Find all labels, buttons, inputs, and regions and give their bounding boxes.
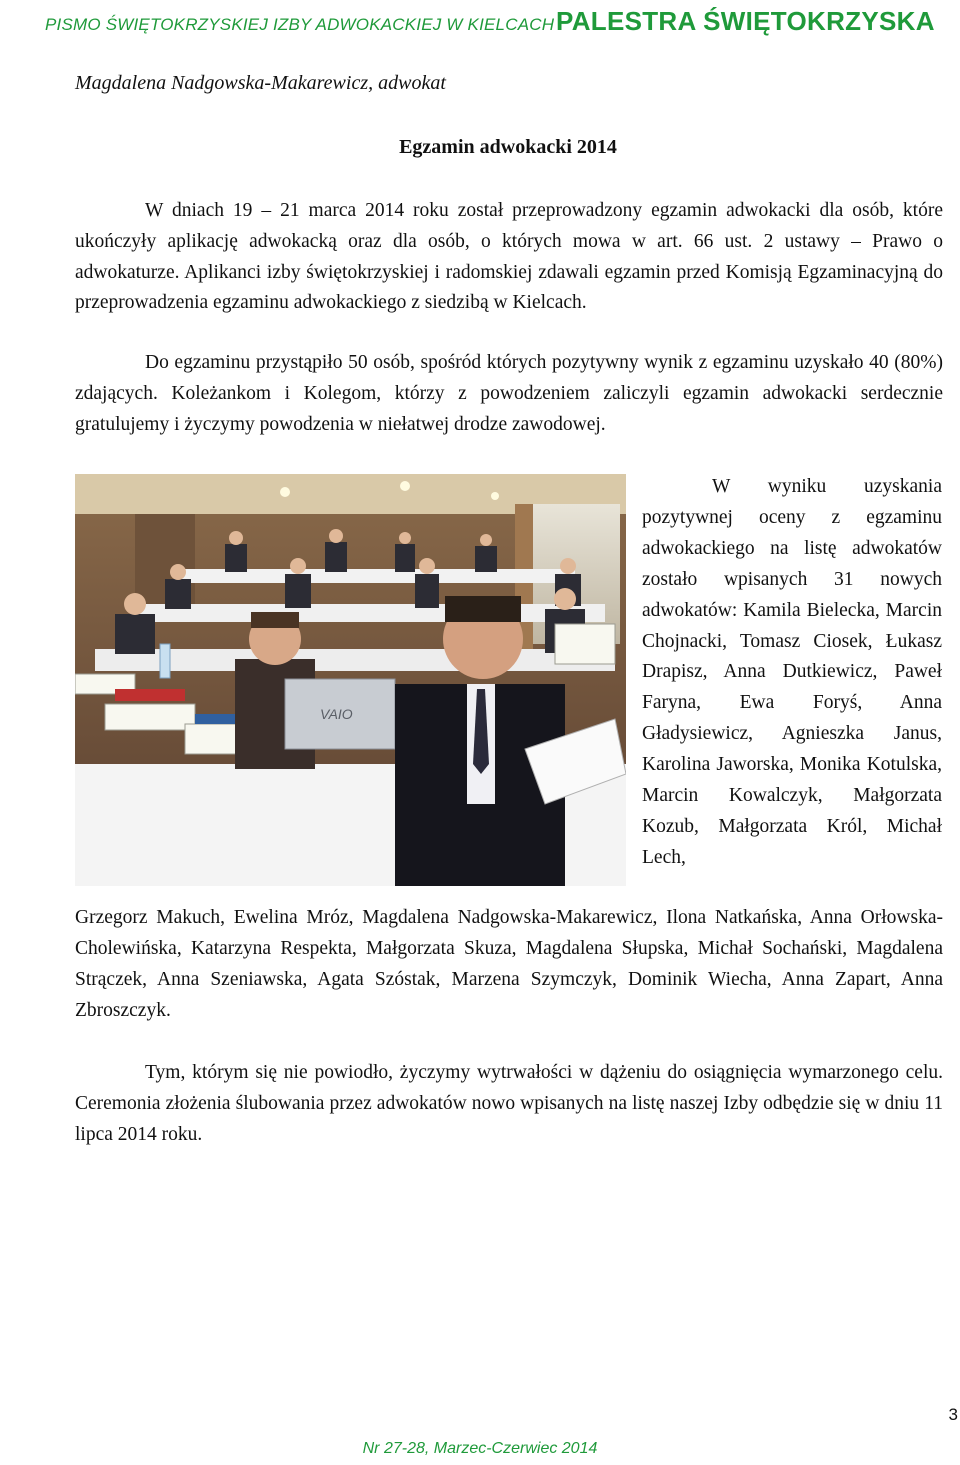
page-number: 3 [948,1405,958,1424]
issue-footer: Nr 27-28, Marzec-Czerwiec 2014 [362,1440,598,1457]
journal-title: PALESTRA ŚWIĘTOKRZYSKA [556,6,935,36]
journal-name: PISMO ŚWIĘTOKRZYSKIEJ IZBY ADWOKACKIEJ W KIELCACH [45,15,555,34]
paragraph-3-side [642,472,942,874]
article-title: Egzamin adwokacki 2014 [399,136,617,158]
paragraph-3-continued [75,903,943,1027]
paragraph-2-text: Do egzaminu przystąpiło 50 osób, spośród których pozytywny wynik z egzaminu uzyskało 40 (80%) zdających. Koleżankom i Kolegom, którzy z powodzeniem zaliczyli egzamin adwokacki serdecznie gratulujemy i życzymy powodzenia w niełatwej drodze zawodowej. [75,352,943,435]
paragraph-1 [75,196,943,319]
article-author: Magdalena Nadgowska-Makarewicz, adwokat [75,72,446,94]
paragraph-3-side-text: W wyniku uzyskania pozytywnej oceny z egzaminu adwokackiego na listę adwokatów zostało wpisanych 31 nowych adwokatów: Kamila Bielecka, Marcin Chojnacki, Tomasz Ciosek, Łukasz Drapisz, Anna Dutkiewicz, Paweł Faryna, Ewa Foryś, Anna Gładysiewicz, Agnieszka Janus, Karolina Jaworska, Monika Kotulska, Marcin Kowalczyk, Małgorzata Kozub, Małgorzata Król, Michał Lech, [642,476,942,868]
paragraph-2 [75,348,943,440]
page-header [0,0,960,46]
paragraph-1-text: W dniach 19 – 21 marca 2014 roku został przeprowadzony egzamin adwokacki dla osób, które ukończyły aplikację adwokacką oraz dla osób, o których mowa w art. 66 ust. 2 ustawy – Prawo o adwokaturze. Aplikanci izby świętokrzyskiej i radomskiej zdawali egzamin przed Komisją Egzaminacyjną do przeprowadzenia egzaminu adwokackiego z siedzibą w Kielcach. [75,200,943,314]
exam-hall-photo [75,474,626,886]
exam-hall-illustration [75,474,626,886]
paragraph-3-continued-text: Grzegorz Makuch, Ewelina Mróz, Magdalena Nadgowska-Makarewicz, Ilona Natkańska, Anna Orłowska-Cholewińska, Katarzyna Respekta, Małgorzata Skuza, Magdalena Słupska, Michał Sochański, Magdalena Strączek, Anna Szeniawska, Agata Szóstak, Marzena Szymczyk, Dominik Wiecha, Anna Zapart, Anna Zbroszczyk. [75,907,943,1021]
paragraph-4 [75,1058,943,1150]
paragraph-4-text: Tym, którym się nie powiodło, życzymy wytrwałości w dążeniu do osiągnięcia wymarzonego celu. Ceremonia złożenia ślubowania przez adwokatów nowo wpisanych na listę naszej Izby odbędzie się w dniu 11 lipca 2014 roku. [75,1062,943,1145]
laptop-brand-label: VAIO [320,706,353,722]
